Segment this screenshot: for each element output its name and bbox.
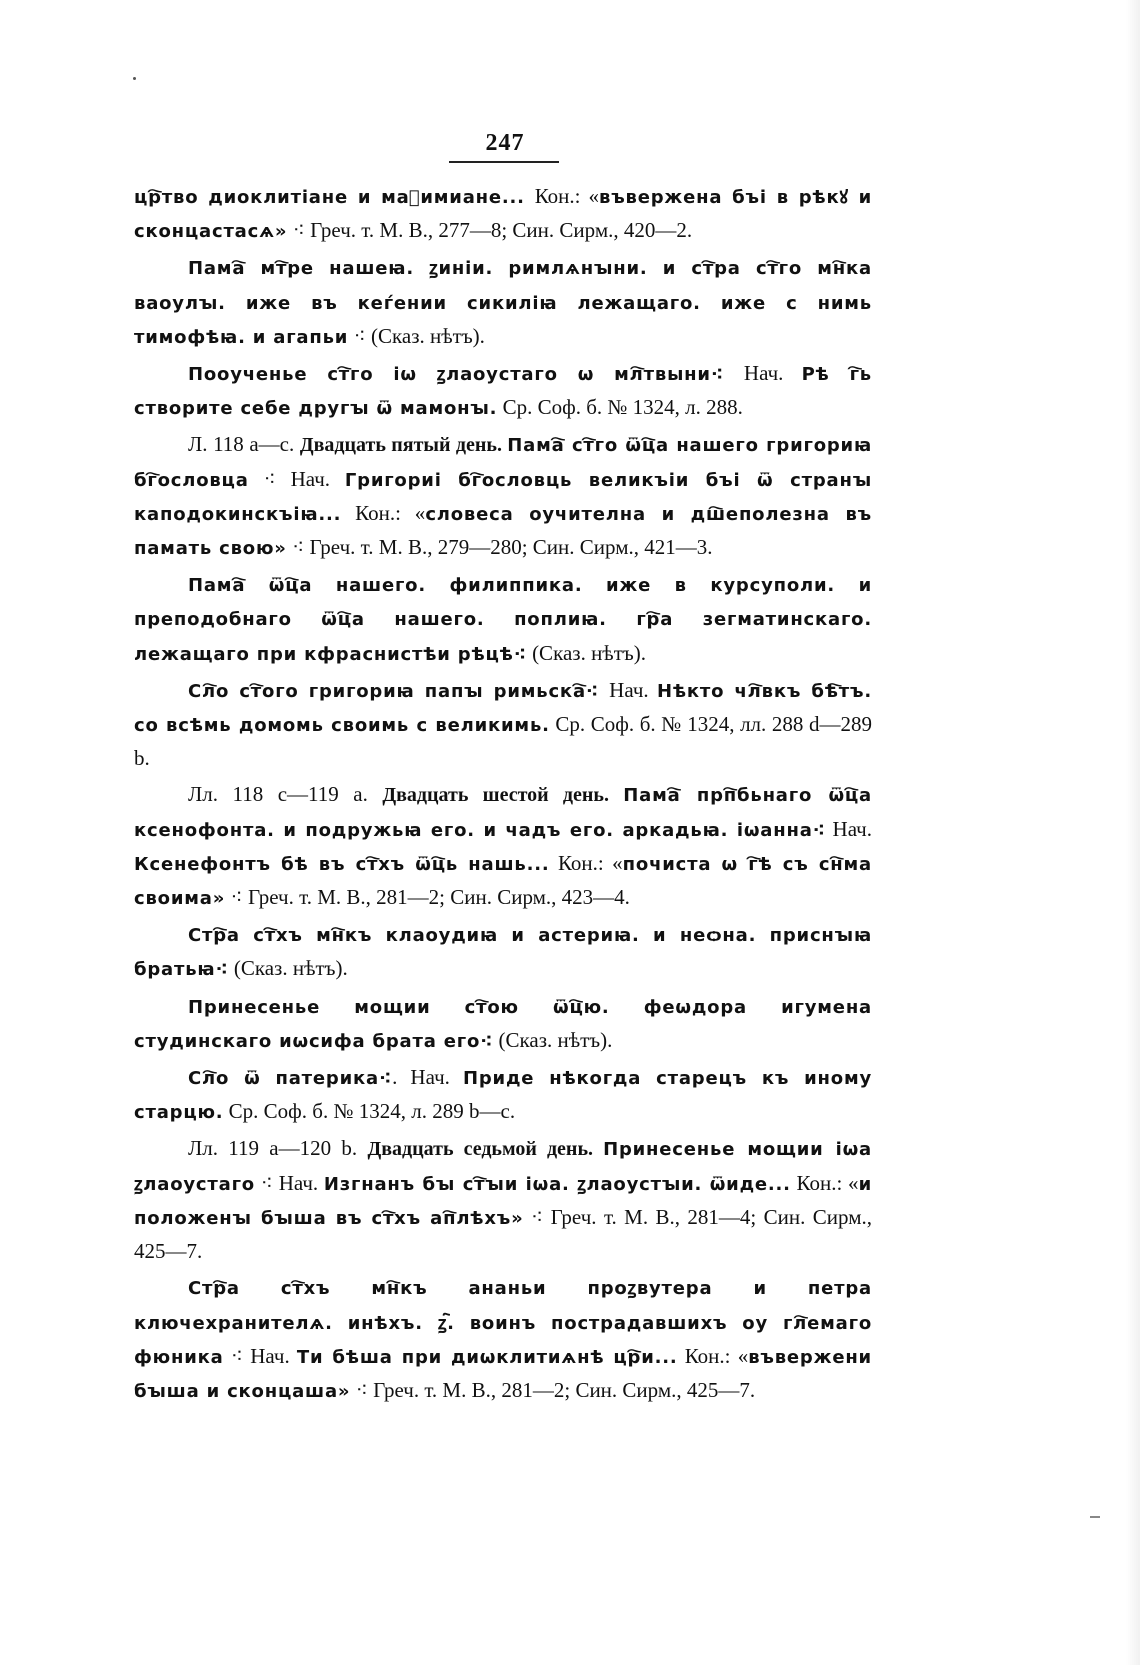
ink-speck [133, 77, 136, 80]
slavonic-text: въвержени бꙑша и сконцаша» [134, 1346, 872, 1402]
slavonic-text: Изгнанъ бꙑ ст҇ꙑи іѡа. ꙁлаоустꙑи. ѿиде... [323, 1173, 791, 1195]
slavonic-text: Пооученье ст҇го іѡ ꙁлаоустаго ѡ мл҇твыни⁖ [188, 364, 744, 386]
reference-text: ⁖ Греч. т. М. В., 279—280; Син. Сирм., 421—3. [286, 535, 713, 560]
reference-text: Ср. Соф. б. № 1324, л. 288. [497, 395, 743, 420]
slavonic-text: Пама҇ ст҇го ѿц҇а нашего григориꙗ бг҇ословца [134, 435, 873, 491]
slavonic-text: Пама҇ прп҇бьнаго ѿц҇а ксенофонта. и подружьꙗ его. и чадъ его. аркадьꙗ. іѡанна⁖ [134, 785, 872, 841]
slavonic-text: Григориі бг҇ословць великъіи бъі ѿ странꙑ каподокинскъіꙗ... [134, 469, 872, 525]
folio-reference: Лл. 118 с—119 а. [188, 782, 383, 807]
slavonic-text: Принесенье мощии іѡа ꙁлаоустаго [134, 1139, 872, 1195]
reference-text: . Нач. [392, 1065, 463, 1090]
slavonic-text: Приде нѣкогда старецъ къ иному старцю. [134, 1068, 872, 1124]
slavonic-text: Рѣ г҇ь створите себе другꙑ ѿ мамонꙑ. [134, 364, 872, 420]
entry-paragraph [134, 568, 872, 671]
day-heading: Двадцать пятый день. [299, 434, 508, 457]
reference-text: (Сказ. нѣтъ). [493, 1027, 613, 1052]
reference-text: Нач. [743, 361, 802, 386]
slavonic-text: и положенꙑ бꙑша въ ст҇хъ ап҇лѣхъ» [134, 1173, 872, 1229]
reference-text: ⁖ Греч. т. М. В., 281—4; Син. Сирм., 425—7. [134, 1204, 872, 1264]
slavonic-text: Ти бѣша при диѡклитиѧнѣ цр҇и... [296, 1346, 678, 1368]
reference-text: ⁖ Нач. [223, 1343, 297, 1368]
reference-text: Кон.: « [549, 850, 623, 875]
reference-text: Кон.: « [534, 184, 600, 208]
entry-paragraph [134, 674, 872, 776]
reference-text: Ср. Соф. б. № 1324, л. 289 b—с. [223, 1099, 516, 1124]
entry-paragraph [134, 1132, 872, 1268]
reference-text: (Сказ. нѣтъ). [526, 640, 646, 665]
reference-text: ⁖ Греч. т. М. В., 281—2; Син. Сирм., 423—4. [225, 885, 630, 910]
slavonic-text: Нѣкто чл҇вкъ бѣ҇тъ. со всѣмь домомь своимь с великимь. [134, 680, 872, 737]
reference-text: Ср. Соф. б. № 1324, лл. 288 d—289 b. [134, 712, 872, 771]
entry-paragraph [134, 357, 872, 425]
slavonic-text: Сл҇о ст҇ого григориꙗ папꙑ римьска҇⁖ [188, 680, 610, 702]
reference-text: ⁖ (Сказ. нѣтъ). [348, 323, 485, 348]
reference-text: ⁖ Нач. [248, 466, 345, 491]
entry-paragraph [134, 918, 872, 986]
entry-paragraph [134, 251, 872, 354]
entry-paragraph [134, 428, 872, 565]
entry-paragraph [134, 1271, 872, 1408]
reference-text: Кон.: « [341, 500, 426, 525]
slavonic-text: Сл҇о ѿ патерика⁖ [188, 1068, 393, 1090]
page-number-rule [449, 161, 559, 163]
reference-text: Кон.: « [790, 1170, 859, 1195]
slavonic-text: Стр҇а ст҇хъ мн҇къ ананьи проꙁвутера и петра ключехранителѧ. инѣхъ. ꙁ҇. воинъ пострадавшихъ оу гл҇емаго фюника [134, 1278, 872, 1368]
page-body [134, 180, 872, 1411]
page-edge-shadow [1126, 0, 1140, 1665]
day-heading: Двадцать шестой день. [382, 784, 624, 807]
slavonic-text: Пама҇ ѿц҇а нашего. филиппика. иже в курсуполи. и преподобнаго ѿц҇а нашего. поплиꙗ. гр҇а зегматинскаго. лежащаго при кфраснистѣи рѣцѣ⁖ [134, 575, 872, 665]
entry-paragraph [134, 778, 872, 915]
day-heading: Двадцать седьмой день. [367, 1138, 604, 1161]
reference-text: Кон.: « [677, 1343, 749, 1368]
page-number: 247 [485, 130, 525, 156]
slavonic-text: словеса оучителна и дш҇еполезна въ памать свою» [134, 503, 872, 560]
slavonic-text: Ксенефонтъ бѣ въ ст҇хъ ѿц҇ь нашь... [134, 853, 550, 875]
entry-paragraph [134, 1061, 872, 1129]
slavonic-text: Стр҇а ст҇хъ мн҇къ клаоудиꙗ и астериꙗ. и неѻна. приснꙑꙗ братьꙗ⁖ [134, 925, 872, 981]
slavonic-text: цр҇тво диоклитіане и маⷯимиане... [134, 187, 535, 208]
reference-text: ⁖ Греч. т. М. В., 281—2; Син. Сирм., 425—7. [350, 1377, 756, 1402]
reference-text: ⁖ Нач. [254, 1170, 324, 1195]
slavonic-text: почиста ѡ г҇ѣ съ сн҇ма своима» [134, 853, 872, 910]
slavonic-text: Принесенье мощии ст҇ою ѿц҇ю. феѡдора игумена студинскаго иѡсифа брата его⁖ [134, 996, 872, 1052]
reference-text: (Сказ. нѣтъ). [228, 956, 348, 981]
folio-reference: Лл. 119 а—120 b. [188, 1136, 368, 1161]
entry-paragraph [134, 990, 872, 1058]
ink-speck [1090, 1516, 1100, 1518]
reference-text: Нач. [825, 816, 872, 841]
reference-text: ⁖ Греч. т. М. В., 277—8; Син. Сирм., 420—2. [287, 218, 693, 243]
slavonic-text: въвержена бъі в рѣкꙋ и сконцастасѧ» [134, 187, 872, 243]
reference-text: Нач. [609, 677, 657, 702]
slavonic-text: Пама҇ мт҇ре нашеꙗ. ꙁиніи. римлѧнꙑни. и ст҇ра ст҇го мн҇ка ваоулꙑ. иже въ кеѓении сикиліꙗ лежащаго. иже с нимь тимофѣꙗ. и агапьи [134, 258, 872, 348]
folio-reference: Л. 118 а—с. [188, 432, 300, 457]
entry-continuation [134, 180, 872, 248]
